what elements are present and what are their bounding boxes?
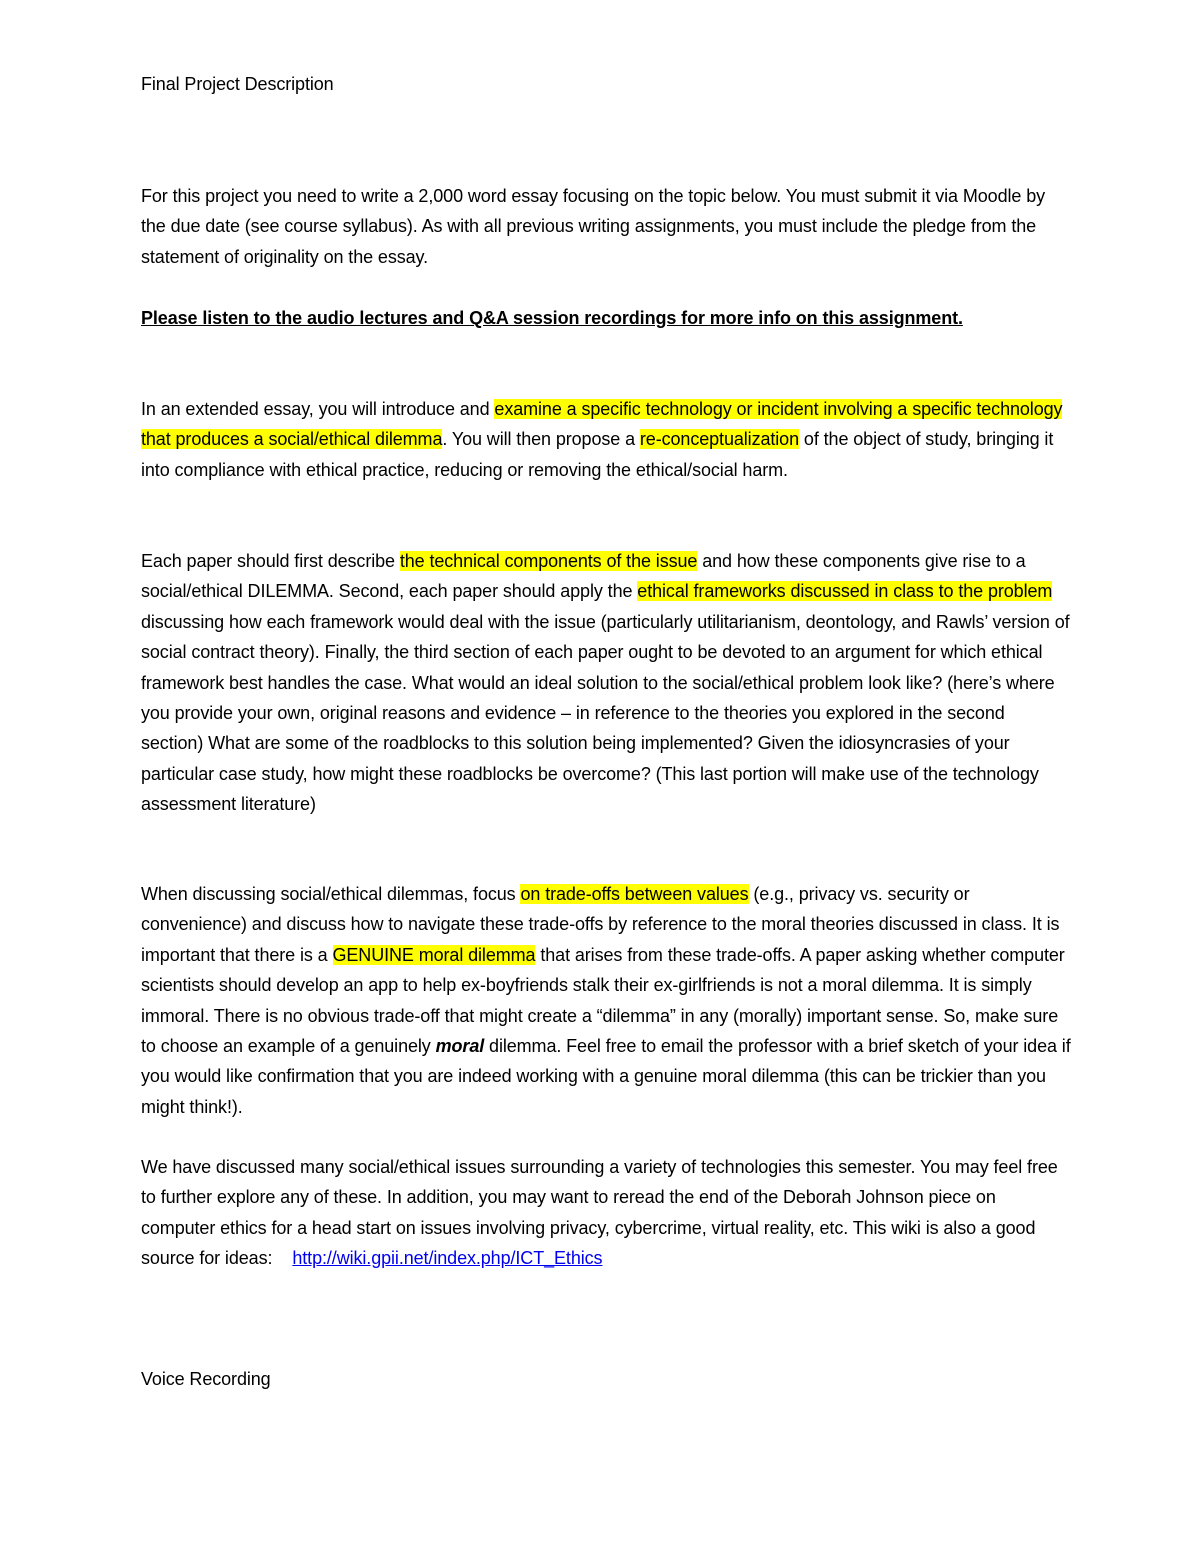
wiki-link[interactable]: http://wiki.gpii.net/index.php/ICT_Ethics (292, 1248, 603, 1269)
paragraph-4 (141, 1152, 1071, 1274)
p3-text-2: (e.g., privacy vs. security or convenience) and discuss how to navigate these trade-offs by reference to the moral theories discussed in class. It is important that there is a (141, 884, 1060, 965)
p2-text-3: discussing how each framework would deal with the issue (particularly utilitarianism, deontology, and Rawls’ version of social contract theory). Finally, the third section of each paper ought to be devoted to an argument for which ethical framework best handles the case. What would an ideal solution to the social/ethical problem look like? (here’s where you provide your own, original reasons and evidence – in reference to the theories you explored in the second section) What are some of the roadblocks to this solution being implemented? Given the idiosyncrasies of your particular case study, how might these roadblocks be overcome? (This last portion will make use of the technology assessment literature) (141, 611, 1070, 815)
p2-highlight-2: ethical frameworks discussed in class to the problem (637, 581, 1053, 602)
footer-heading: Voice Recording (141, 1369, 271, 1389)
intro-paragraph: For this project you need to write a 2,000 word essay focusing on the topic below. You must submit it via Moodle by the due date (see course syllabus). As with all previous writing assignments, you must include the pledge from the statement of originality on the essay. (141, 186, 1046, 267)
paragraph-3 (141, 879, 1071, 1122)
p2-text-2: and how these components give rise to a social/ethical DILEMMA. Second, each paper should apply the (141, 551, 1026, 602)
p1-text-2: . You will then propose a (442, 429, 640, 450)
p1-highlight-1: examine a specific technology or incident involving a specific technology that produces a social/ethical dilemma (141, 399, 1063, 450)
paragraph-1 (141, 394, 1071, 485)
p1-highlight-2: re-conceptualization (639, 429, 800, 450)
p3-text-1: When discussing social/ethical dilemmas, focus (141, 884, 521, 904)
p3-highlight-2: GENUINE moral dilemma (332, 944, 536, 965)
p3-text-3: that arises from these trade-offs. A paper asking whether computer scientists should develop an app to help ex-boyfriends stalk their ex-girlfriends is not a moral dilemma. It is simply immoral. There is no obvious trade-off that might create a “dilemma” in any (morally) important sense. So, make sure to choose an example of a genuinely (141, 944, 1065, 1057)
paragraph-2 (141, 546, 1071, 820)
p3-highlight-1: on trade-offs between values (520, 884, 749, 904)
document-title: Final Project Description (141, 74, 334, 94)
p4-text-1: We have discussed many social/ethical issues surrounding a variety of technologies this semester. You may feel free to further explore any of these. In addition, you may want to reread the end of the Deborah Johnson piece on computer ethics for a head start on issues involving privacy, cybercrime, virtual reality, etc. This wiki is also a good source for ideas: (141, 1157, 1058, 1269)
p2-text-1: Each paper should first describe (141, 551, 400, 571)
p1-text-1: In an extended essay, you will introduce and (141, 399, 495, 419)
notice-paragraph: Please listen to the audio lectures and Q&A session recordings for more info on this assignment. (141, 308, 963, 328)
p1-text-3: of the object of study, bringing it into compliance with ethical practice, reducing or removing the ethical/social harm. (141, 429, 1054, 480)
p3-emphasis: moral (435, 1036, 485, 1057)
p2-highlight-1: the technical components of the issue (399, 551, 698, 571)
p3-text-4: dilemma. Feel free to email the professor with a brief sketch of your idea if you would like confirmation that you are indeed working with a genuine moral dilemma (this can be trickier than you might think!). (141, 1036, 1071, 1117)
